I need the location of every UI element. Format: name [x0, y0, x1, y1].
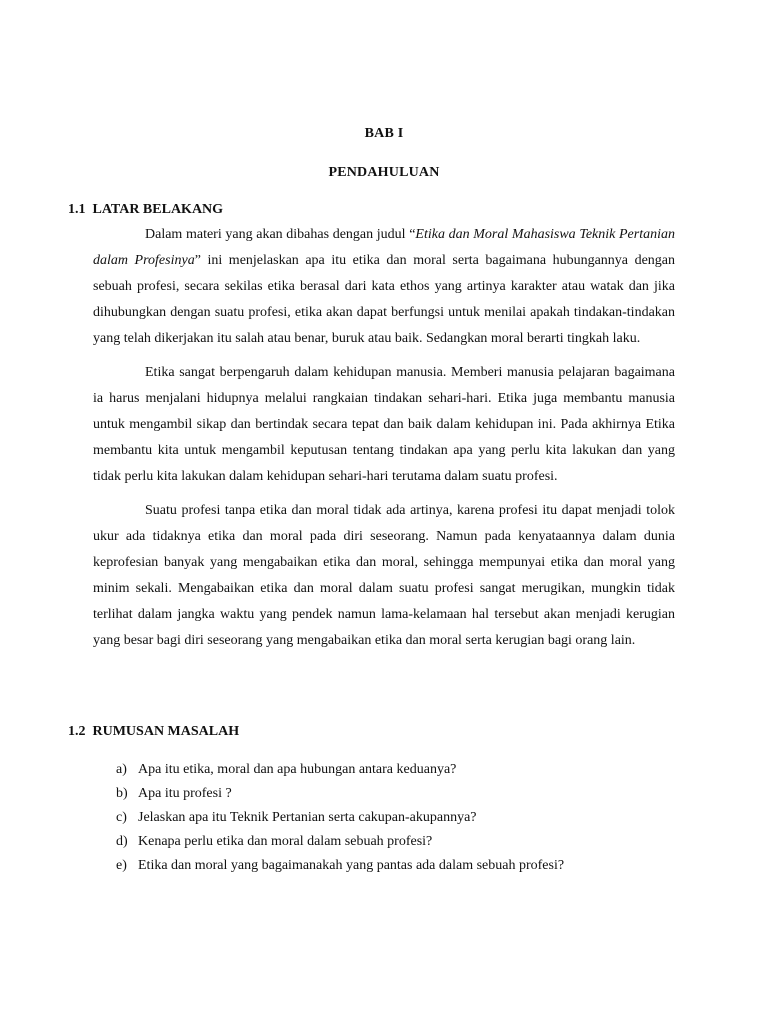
paragraph-intro-text: Dalam materi yang akan dibahas dengan judul “: [145, 227, 416, 242]
list-item-text: Kenapa perlu etika dan moral dalam sebuah profesi?: [138, 834, 433, 849]
paragraph-italic-title: Etika dan Moral Mahasiswa Teknik Pertanian dalam Profesinya: [93, 227, 676, 268]
list-item: [116, 830, 564, 854]
problem-list: [116, 758, 564, 878]
list-item-text: Etika dan moral yang bagaimanakah yang pantas ada dalam sebuah profesi?: [138, 858, 565, 873]
list-item-text: Jelaskan apa itu Teknik Pertanian serta cakupan-akupannya?: [138, 810, 477, 825]
list-marker: a): [116, 762, 127, 777]
paragraph: Etika sangat berpengaruh dalam kehidupan manusia. Memberi manusia pelajaran bagaimana ia harus menjalani hidupnya melalui rangkaian tindakan sehari-hari. Etika juga membantu manusia untuk mengambil sikap dan bertindak secara tepat dan baik dalam kehidupan ini. Pada akhirnya Etika membantu kita untuk mengambil keputusan tentang tindakan apa yang perlu kita lakukan dan yang tidak perlu kita lakukan dalam kehidupan sehari-hari terutama dalam suatu profesi.: [93, 365, 675, 484]
list-marker: e): [116, 858, 127, 873]
list-marker: c): [116, 810, 127, 825]
chapter-number: BAB I: [364, 126, 404, 141]
chapter-title: PENDAHULUAN: [328, 165, 440, 180]
paragraph: [93, 222, 675, 352]
paragraph: Suatu profesi tanpa etika dan moral tidak ada artinya, karena profesi itu dapat menjadi tolok ukur ada tidaknya etika dan moral pada diri seseorang. Namun pada kenyataannya dalam dunia keprofesian banyak yang mengabaikan etika dan moral, sehingga mempunyai etika dan moral yang minim sekali. Mengabaikan etika dan moral dalam suatu profesi sangat merugikan, mungkin tidak terlihat dalam jangka waktu yang pendek namun lama-kelamaan hal tersebut akan menjadi kerugian yang besar bagi diri seseorang yang mengabaikan etika dan moral serta kerugian bagi orang lain.: [93, 503, 675, 648]
list-item: [116, 758, 564, 782]
list-marker: d): [116, 834, 128, 849]
section-heading-rumusan-masalah: 1.2 RUMUSAN MASALAH: [68, 724, 240, 739]
section-heading-latar-belakang: 1.1 LATAR BELAKANG: [68, 202, 224, 217]
list-item: [116, 854, 564, 878]
list-item-text: Apa itu profesi ?: [138, 786, 232, 801]
paragraph-rest-text: ” ini menjelaskan apa itu etika dan moral serta bagaimana hubungannya dengan sebuah profesi, secara sekilas etika berasal dari kata ethos yang artinya karakter atau watak dan jika dihubungkan dengan suatu profesi, etika akan dapat berfungsi untuk menilai apakah tindakan-tindakan yang telah dikerjakan itu salah atau benar, buruk atau baik. Sedangkan moral berarti tingkah laku.: [93, 253, 676, 346]
list-item-text: Apa itu etika, moral dan apa hubungan antara keduanya?: [138, 762, 457, 777]
list-item: [116, 806, 564, 830]
latar-belakang-body: [93, 222, 675, 654]
list-marker: b): [116, 786, 128, 801]
list-item: [116, 782, 564, 806]
